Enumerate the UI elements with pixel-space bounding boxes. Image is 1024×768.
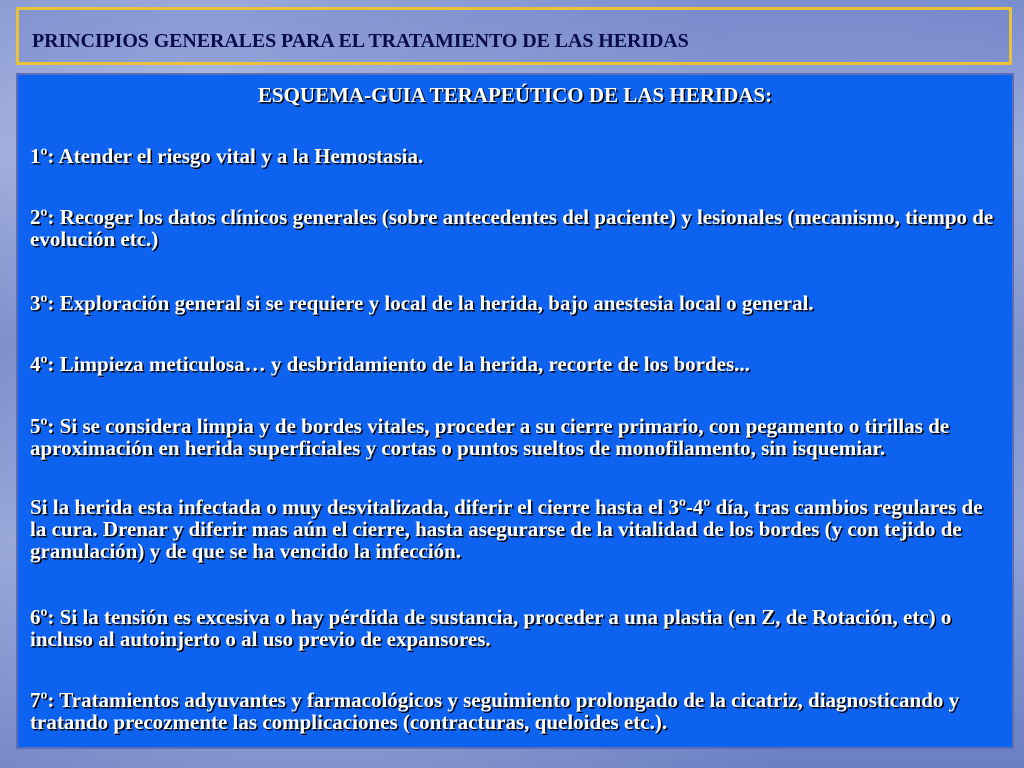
slide-title-bar bbox=[16, 7, 1012, 65]
step-5-text: 5º: Si se considera limpia y de bordes vitales, proceder a su cierre primario, con pegamento o tirillas de aproximación en herida superficiales y cortas o puntos sueltos de monofilamento, sin isquemiar. bbox=[30, 414, 950, 460]
section-heading: ESQUEMA-GUIA TERAPEÚTICO DE LAS HERIDAS: bbox=[257, 83, 773, 107]
step-4-text: 4º: Limpieza meticulosa… y desbridamiento de la herida, recorte de los bordes... bbox=[30, 352, 750, 376]
step-5-note-text: Si la herida esta infectada o muy desvitalizada, diferir el cierre hasta el 3º-4º día, tras cambios regulares de la cura. Drenar y diferir mas aún el cierre, hasta asegurarse de la vitalidad de los bordes (y con tejido de granulación) y de que se ha vencido la infección. bbox=[30, 495, 983, 563]
step-1-text: 1º: Atender el riesgo vital y a la Hemostasia. bbox=[30, 144, 424, 168]
slide-title: PRINCIPIOS GENERALES PARA EL TRATAMIENTO DE LAS HERIDAS bbox=[32, 30, 689, 52]
content-panel bbox=[16, 73, 1014, 749]
step-2-text: 2º: Recoger los datos clínicos generales (sobre antecedentes del paciente) y lesionales (mecanismo, tiempo de evolución etc.) bbox=[30, 205, 994, 251]
step-3-text: 3º: Exploración general si se requiere y local de la herida, bajo anestesia local o general. bbox=[30, 291, 814, 315]
step-6-text: 6º: Si la tensión es excesiva o hay pérdida de sustancia, proceder a una plastia (en Z, de Rotación, etc) o incluso al autoinjerto o al uso previo de expansores. bbox=[30, 605, 952, 651]
step-7-text: 7º: Tratamientos adyuvantes y farmacológicos y seguimiento prolongado de la cicatriz, diagnosticando y tratando precozmente las complicaciones (contracturas, queloides etc.). bbox=[30, 688, 960, 734]
